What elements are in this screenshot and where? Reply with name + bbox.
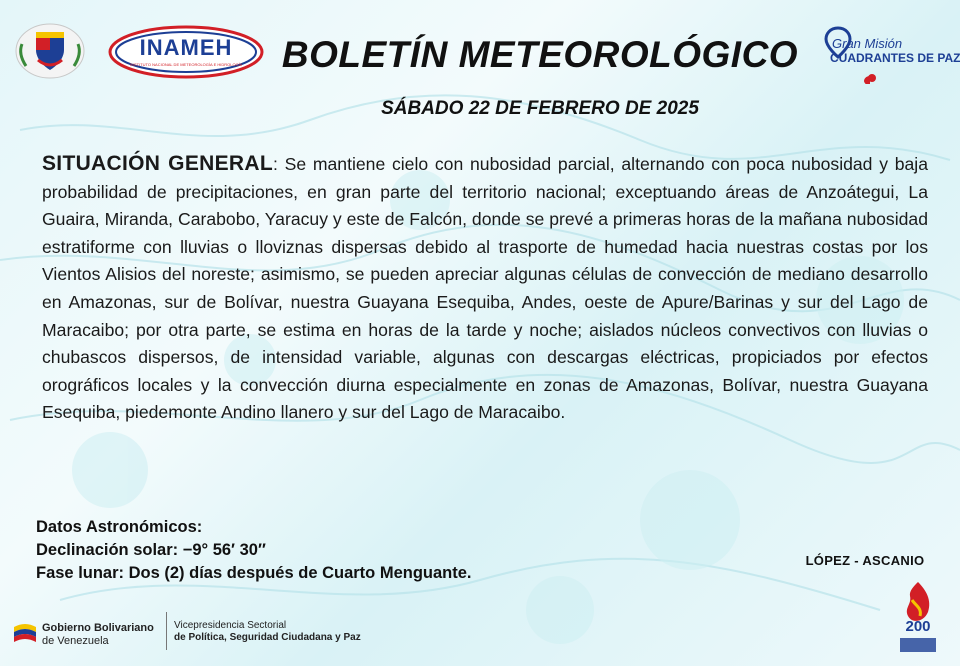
moon-phase: Fase lunar: Dos (2) días después de Cuarto Menguante. [36,564,472,582]
venezuela-flag-icon [12,623,38,645]
astronomical-heading: Datos Astronómicos: [36,518,203,536]
vice-line1: Vicepresidencia Sectorial [174,620,287,631]
vice-line2: de Política, Seguridad Ciudadana y Paz [174,632,361,643]
solar-declination: Declinación solar: −9° 56′ 30″ [36,541,266,559]
vicepresidencia-label [174,620,384,644]
bulletin-date: SÁBADO 22 DE FEBRERO DE 2025 [381,98,699,119]
inameh-logo [106,22,266,82]
gobierno-bolivariano-logo [12,614,162,650]
cuadrantes-de-paz-logo [808,20,960,84]
badge-200: 200 [905,618,931,635]
footer-divider [166,612,167,650]
inameh-logo-text: INAMEH [139,35,233,60]
gran-mision-text: Gran Misión [832,36,903,51]
general-situation-paragraph [42,150,928,427]
national-shield-logo [14,22,86,80]
bicentenario-logo [892,578,944,658]
astronomical-data [36,516,676,585]
gobierno-line1: Gobierno Bolivariano [42,622,154,634]
inameh-logo-subtext: INSTITUTO NACIONAL DE METEOROLOGÍA E HIDROLOGÍA [130,62,242,67]
gobierno-line2: de Venezuela [42,635,109,647]
page-title: BOLETÍN METEOROLÓGICO [281,34,799,75]
general-situation-text: : Se mantiene cielo con nubosidad parcial, alternando con poca nubosidad y baja probabilidad de precipitaciones, en gran parte del territorio nacional; exceptuando áreas de Anzoátegui, La Guaira, Miranda, Carabobo, Yaracuy y este de Falcón, donde se prevé a primeras horas de la mañana nubosidad estratiforme con lluvias o lloviznas dispersas debido al trasporte de humedad hacia nuestras costas por los Vientos Alisios del noreste; asimismo, se pueden apreciar algunas células de convección de mediano desarrollo en Amazonas, sur de Bolívar, nuestra Guayana Esequiba, Andes, oeste de Apure/Barinas y sur del Lago de Maracaibo; por otra parte, se estima en horas de la tarde y noche; aislados núcleos convectivos con lluvias o chubascos dispersos, de intensidad variable, algunas con descargas eléctricas, propiciados por efectos orográficos locales y la convección diurna especialmente en zonas de Amazonas, Bolívar, nuestra Guayana Esequiba, piedemonte Andino llanero y sur del Lago de Maracaibo. [42,154,928,423]
general-situation-heading: SITUACIÓN GENERAL [42,152,273,175]
cuadrantes-text: CUADRANTES DE PAZ [830,51,960,65]
author-signature: LÓPEZ - ASCANIO [805,553,925,568]
